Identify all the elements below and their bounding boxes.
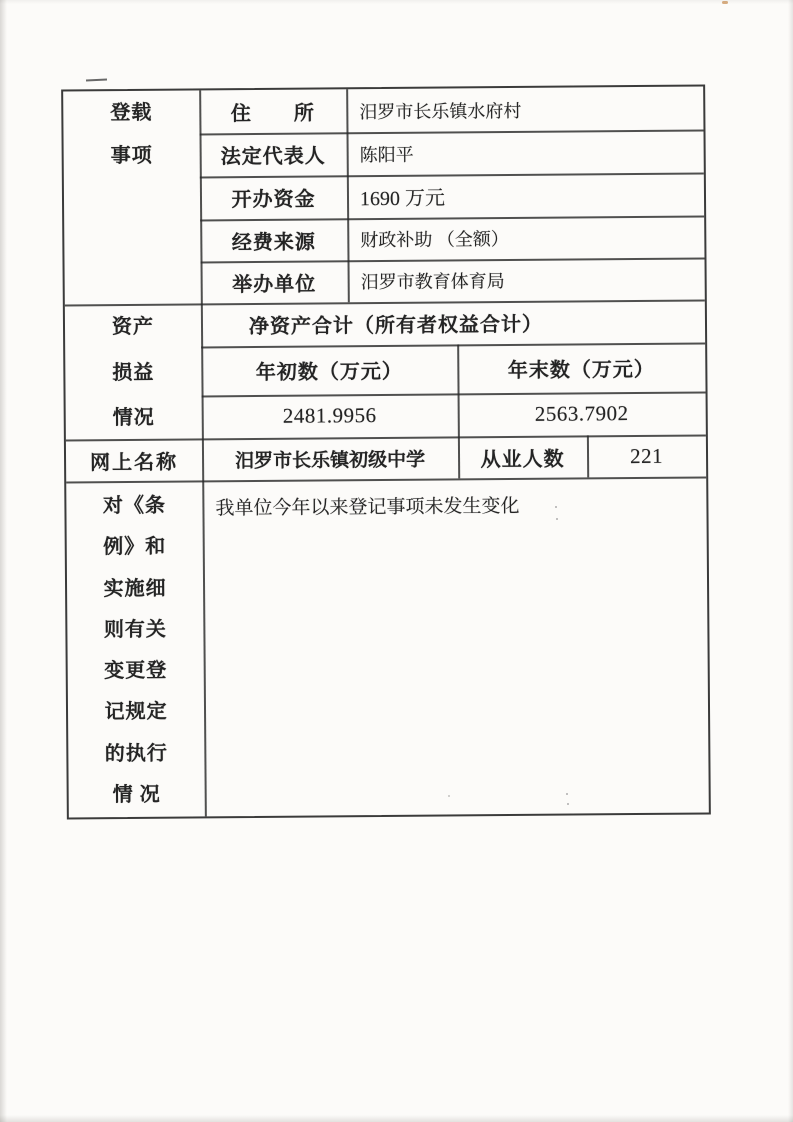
section-label-line: 登载	[110, 101, 153, 124]
section-label-line: 变更登	[104, 659, 168, 683]
value-organizer: 汨罗市教育体育局	[360, 271, 505, 293]
label-opening-capital: 开办资金	[231, 188, 316, 212]
online-name-label: 网上名称	[89, 451, 179, 474]
compliance-statement: 我单位今年以来登记事项未发生变化	[215, 495, 520, 520]
page-edge-shadow-bottom	[0, 1115, 793, 1122]
section-label-assets	[65, 303, 202, 439]
year-start-header: 年初数（万元）	[255, 360, 403, 385]
section-label-line: 实施细	[103, 577, 167, 600]
label-funding-source: 经费来源	[231, 231, 316, 254]
section-label-registration	[63, 90, 200, 177]
section-label-line: 记规定	[104, 701, 168, 724]
section-label-line: 则有关	[103, 618, 167, 642]
year-end-header: 年末数（万元）	[507, 358, 655, 383]
section-label-line: 事项	[110, 144, 153, 167]
value-opening-capital: 1690 万元	[359, 187, 446, 211]
scan-artifact-speck	[722, 1, 728, 4]
registration-report-table	[61, 84, 711, 819]
staff-count-value: 221	[629, 443, 664, 468]
section-label-line: 资产	[111, 315, 155, 339]
label-residence: 住 所	[230, 102, 315, 126]
staff-count-label: 从业人数	[480, 448, 565, 471]
section-label-line: 损益	[112, 361, 155, 384]
value-legal-representative: 陈阳平	[359, 144, 414, 165]
label-legal-representative: 法定代表人	[220, 145, 326, 169]
section-label-line: 例》和	[103, 536, 167, 559]
section-label-line: 情 况	[112, 783, 161, 807]
section-label-line: 情况	[112, 406, 155, 430]
year-start-value: 2481.9956	[282, 403, 377, 428]
value-residence: 汨罗市长乐镇水府村	[359, 100, 522, 122]
section-label-compliance	[66, 480, 205, 817]
scan-artifact-line	[86, 78, 107, 81]
section-label-line: 对《条	[102, 494, 167, 518]
value-funding-source: 财政补助 （全额）	[360, 229, 509, 251]
net-assets-header: 净资产合计（所有者权益合计）	[248, 313, 544, 339]
online-name-value: 汨罗市长乐镇初级中学	[234, 449, 426, 472]
year-end-value: 2563.7902	[534, 401, 629, 426]
page-edge-shadow-right	[788, 0, 793, 1122]
section-label-line: 的执行	[104, 742, 168, 765]
page-edge-shadow-top	[0, 0, 793, 4]
page-edge-shadow-left	[0, 0, 7, 1122]
label-organizer: 举办单位	[232, 273, 317, 296]
